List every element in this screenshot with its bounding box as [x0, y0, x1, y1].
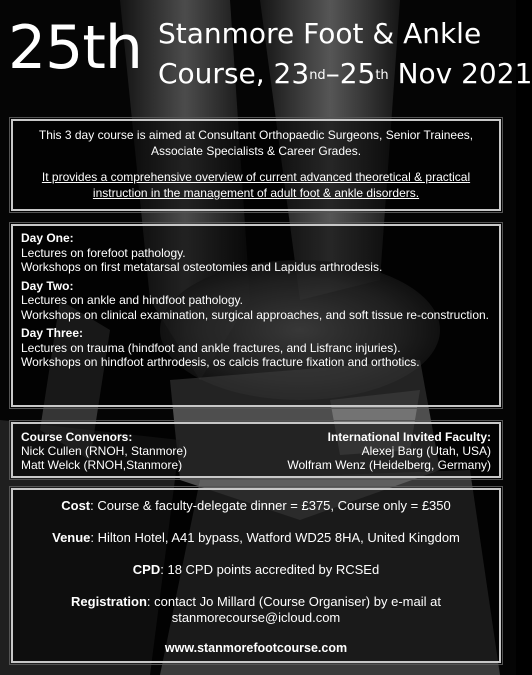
cost-line: Cost: Course & faculty-delegate dinner = £375, Course only = £350 — [61, 498, 451, 513]
title-line-1: Stanmore Foot & Ankle — [158, 17, 482, 50]
contact-email[interactable]: stanmorecourse@icloud.com — [171, 610, 341, 625]
day-two-workshops: Workshops on clinical examination, surgical approaches, and soft tissue re-construction. — [21, 307, 490, 322]
convenor-item: Nick Cullen (RNOH, Stanmore) — [21, 444, 188, 458]
convenors-column — [21, 430, 187, 472]
intro-audience: This 3 day course is aimed at Consultant Orthopaedic Surgeons, Senior Trainees, Associate Specialists & Career Grades. — [38, 128, 474, 158]
intro-box — [11, 119, 501, 211]
day-one-workshops: Workshops on first metatarsal osteotomies and Lapidus arthrodesis. — [21, 260, 383, 274]
day-three-workshops: Workshops on hindfoot arthrodesis, os calcis fracture fixation and orthotics. — [21, 355, 420, 369]
invited-faculty-heading: International Invited Faculty: — [327, 430, 491, 444]
intro-overview: It provides a comprehensive overview of current advanced theoretical & practical instruction in the management of adult foot & ankle disorders. — [41, 170, 471, 200]
day-one-heading: Day One: — [21, 231, 74, 245]
venue-line: Venue: Hilton Hotel, A41 bypass, Watford WD25 8HA, United Kingdom — [52, 530, 460, 545]
faculty-box — [11, 422, 501, 478]
edition-number: 25th — [8, 13, 142, 83]
day-two-heading: Day Two: — [21, 278, 74, 293]
details-box — [11, 488, 501, 663]
title-line-2: Course, 23nd–25th Nov 2021 — [158, 57, 532, 90]
convenors-heading: Course Convenors: — [21, 430, 133, 444]
invited-faculty-column — [287, 430, 491, 472]
cpd-line: CPD: 18 CPD points accredited by RCSEd — [132, 562, 380, 577]
day-one-lectures: Lectures on forefoot pathology. — [21, 245, 186, 260]
course-title — [158, 14, 532, 94]
website-link[interactable]: www.stanmorefootcourse.com — [164, 641, 348, 655]
day-three-lectures: Lectures on trauma (hindfoot and ankle fractures, and Lisfranc injuries). — [21, 340, 401, 355]
invited-faculty-item: Wolfram Wenz (Heidelberg, Germany) — [287, 458, 491, 472]
day-two-lectures: Lectures on ankle and hindfoot pathology. — [21, 293, 243, 307]
programme-box — [11, 224, 501, 407]
invited-faculty-item: Alexej Barg (Utah, USA) — [361, 444, 491, 458]
day-three-heading: Day Three: — [21, 326, 84, 340]
registration-line: Registration: contact Jo Millard (Course Organiser) by e-mail at — [71, 594, 441, 609]
convenor-item: Matt Welck (RNOH,Stanmore) — [21, 458, 183, 472]
